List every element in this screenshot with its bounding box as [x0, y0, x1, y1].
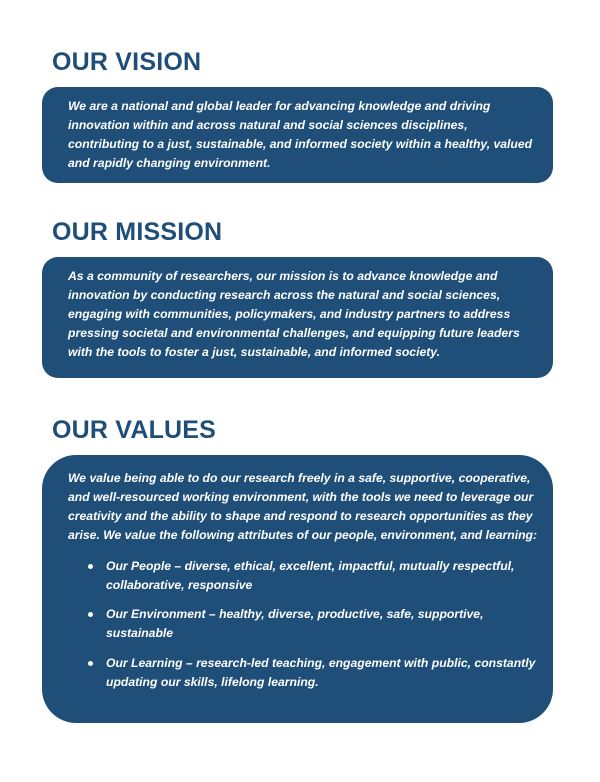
vision-text: We are a national and global leader for advancing knowledge and driving innovation within and across natural and social sciences disciplines, contributing to a just, sustainable, and informed society within a healthy, valued and rapidly changing environment.: [68, 99, 533, 170]
mission-box: [42, 257, 553, 378]
values-box: [42, 455, 553, 723]
mission-heading: OUR MISSION: [52, 218, 223, 246]
values-list: [68, 557, 539, 692]
values-heading: OUR VALUES: [52, 416, 217, 444]
bullet-icon: [88, 564, 93, 569]
values-intro: We value being able to do our research freely in a safe, supportive, cooperative, and well-resourced working environment, with the tools we need to leverage our creativity and the ability to shape and respond to research opportunities as they arise. We value the following attributes of our people, environment, and learning:: [68, 471, 538, 542]
list-item: [68, 557, 539, 595]
list-item: [68, 605, 539, 643]
list-item: [68, 654, 539, 692]
values-item-environment: Our Environment – healthy, diverse, productive, safe, supportive, sustainable: [106, 607, 484, 641]
vision-box: [42, 87, 553, 183]
bullet-icon: [88, 612, 93, 617]
vision-heading: OUR VISION: [52, 48, 202, 76]
bullet-icon: [88, 661, 93, 666]
values-item-people: Our People – diverse, ethical, excellent, impactful, mutually respectful, collaborative, responsive: [106, 558, 515, 592]
values-item-learning: Our Learning – research-led teaching, engagement with public, constantly updating our skills, lifelong learning.: [106, 656, 536, 690]
mission-text: As a community of researchers, our mission is to advance knowledge and innovation by conducting research across the natural and social sciences, engaging with communities, policymakers, and industry partners to address pressing societal and environmental challenges, and equipping future leaders with the tools to foster a just, sustainable, and informed society.: [68, 269, 520, 359]
